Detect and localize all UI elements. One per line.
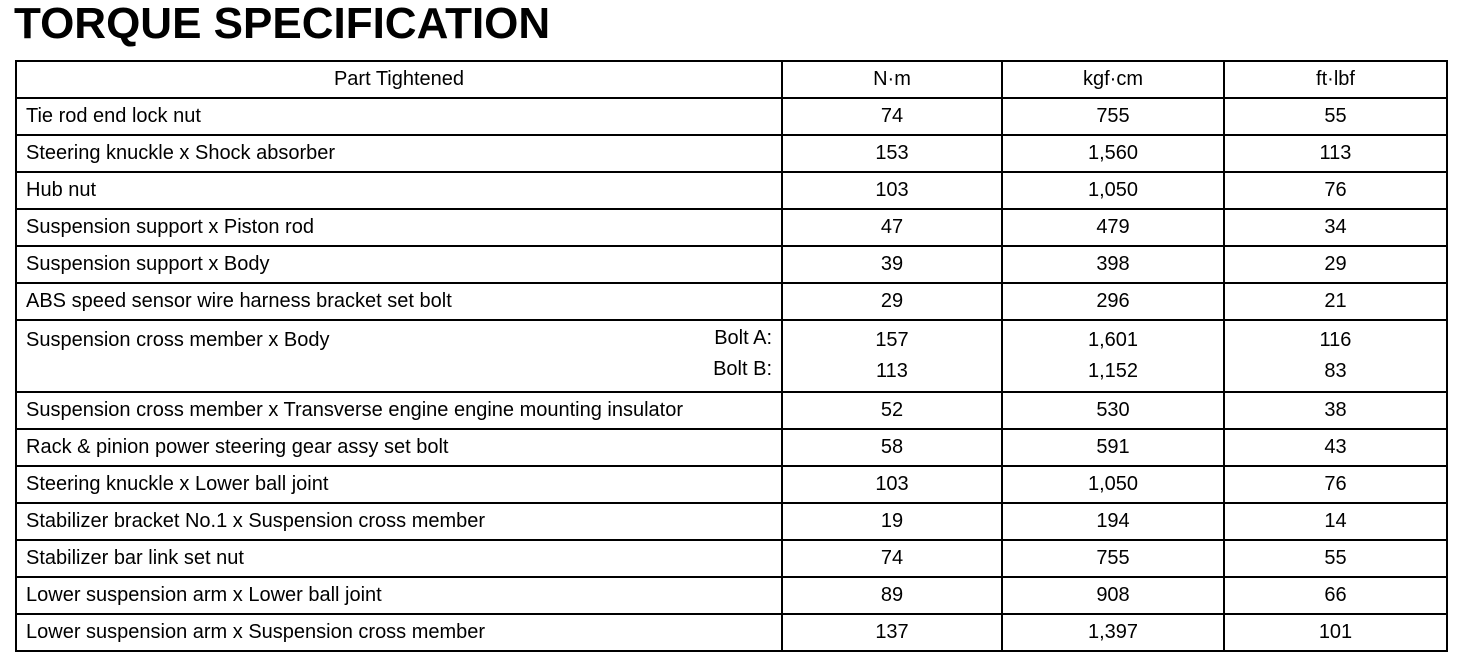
kgfcm-cell: 1,397: [1002, 614, 1224, 651]
kgfcm-cell: 479: [1002, 209, 1224, 246]
ftlbf-cell: 21: [1224, 283, 1447, 320]
kgfcm-cell: 194: [1002, 503, 1224, 540]
part-cell: ABS speed sensor wire harness bracket set bolt: [16, 283, 782, 320]
table-row: [16, 577, 1447, 614]
bolt-b-ftlbf: 83: [1324, 360, 1347, 382]
bolt-a-kgfcm: 1,601: [1087, 329, 1139, 351]
kgfcm-cell: 908: [1002, 577, 1224, 614]
nm-cell: 137: [782, 614, 1002, 651]
ftlbf-cell: 14: [1224, 503, 1447, 540]
nm-cell: 103: [782, 466, 1002, 503]
part-cell: Stabilizer bar link set nut: [16, 540, 782, 577]
bolt-b-kgfcm: 1,152: [1087, 360, 1139, 382]
kgfcm-cell: 591: [1002, 429, 1224, 466]
part-cell: Suspension cross member x Transverse engine engine mounting insulator: [16, 392, 782, 429]
kgfcm-cell: 398: [1002, 246, 1224, 283]
part-cell: Lower suspension arm x Lower ball joint: [16, 577, 782, 614]
kgfcm-cell: 755: [1002, 540, 1224, 577]
column-header-part: Part Tightened: [16, 61, 782, 98]
kgfcm-cell: [1002, 320, 1224, 392]
table-row: [16, 135, 1447, 172]
part-cell: Tie rod end lock nut: [16, 98, 782, 135]
table-row: [16, 209, 1447, 246]
ftlbf-cell: 66: [1224, 577, 1447, 614]
nm-cell: [782, 320, 1002, 392]
table-row: [16, 98, 1447, 135]
ftlbf-cell: 76: [1224, 466, 1447, 503]
nm-cell: 103: [782, 172, 1002, 209]
ftlbf-cell: [1224, 320, 1447, 392]
kgfcm-cell: 755: [1002, 98, 1224, 135]
part-cell: Suspension support x Body: [16, 246, 782, 283]
nm-cell: 29: [782, 283, 1002, 320]
part-cell: Steering knuckle x Shock absorber: [16, 135, 782, 172]
table-row: [16, 429, 1447, 466]
table-row: [16, 246, 1447, 283]
kgfcm-cell: 296: [1002, 283, 1224, 320]
part-cell: Suspension support x Piston rod: [16, 209, 782, 246]
ftlbf-cell: 113: [1224, 135, 1447, 172]
table-row: [16, 503, 1447, 540]
nm-cell: 47: [782, 209, 1002, 246]
ftlbf-cell: 55: [1224, 98, 1447, 135]
column-header-nm: N·m: [782, 61, 1002, 98]
bolt-a-ftlbf: 116: [1319, 329, 1352, 351]
nm-cell: 52: [782, 392, 1002, 429]
table-row: [16, 172, 1447, 209]
bolt-b-label: Bolt B:: [713, 358, 772, 380]
column-header-kgfcm: kgf·cm: [1002, 61, 1224, 98]
column-header-ftlbf: ft·lbf: [1224, 61, 1447, 98]
part-cell: Hub nut: [16, 172, 782, 209]
ftlbf-cell: 101: [1224, 614, 1447, 651]
nm-cell: 89: [782, 577, 1002, 614]
part-name: Suspension cross member x Body: [26, 329, 330, 351]
ftlbf-cell: 29: [1224, 246, 1447, 283]
part-cell: Lower suspension arm x Suspension cross member: [16, 614, 782, 651]
kgfcm-cell: 1,560: [1002, 135, 1224, 172]
page-title: TORQUE SPECIFICATION: [14, 0, 551, 48]
part-cell: Steering knuckle x Lower ball joint: [16, 466, 782, 503]
ftlbf-cell: 34: [1224, 209, 1447, 246]
table-row: [16, 466, 1447, 503]
bolt-a-nm: 157: [875, 329, 909, 351]
part-cell: [16, 320, 782, 392]
bolt-a-label: Bolt A:: [714, 327, 772, 349]
kgfcm-cell: 1,050: [1002, 466, 1224, 503]
table-row: [16, 540, 1447, 577]
bolt-labels: [713, 323, 772, 385]
table-row: [16, 614, 1447, 651]
ftlbf-cell: 76: [1224, 172, 1447, 209]
nm-cell: 58: [782, 429, 1002, 466]
nm-cell: 19: [782, 503, 1002, 540]
table-row-multi-bolt: [16, 320, 1447, 392]
nm-cell: 153: [782, 135, 1002, 172]
nm-cell: 39: [782, 246, 1002, 283]
kgfcm-cell: 1,050: [1002, 172, 1224, 209]
torque-spec-table: [15, 60, 1448, 652]
table-header-row: [16, 61, 1447, 98]
kgfcm-cell: 530: [1002, 392, 1224, 429]
ftlbf-cell: 38: [1224, 392, 1447, 429]
ftlbf-cell: 43: [1224, 429, 1447, 466]
table-row: [16, 392, 1447, 429]
table-row: [16, 283, 1447, 320]
bolt-b-nm: 113: [876, 360, 908, 382]
part-cell: Stabilizer bracket No.1 x Suspension cross member: [16, 503, 782, 540]
nm-cell: 74: [782, 540, 1002, 577]
ftlbf-cell: 55: [1224, 540, 1447, 577]
part-cell: Rack & pinion power steering gear assy set bolt: [16, 429, 782, 466]
nm-cell: 74: [782, 98, 1002, 135]
